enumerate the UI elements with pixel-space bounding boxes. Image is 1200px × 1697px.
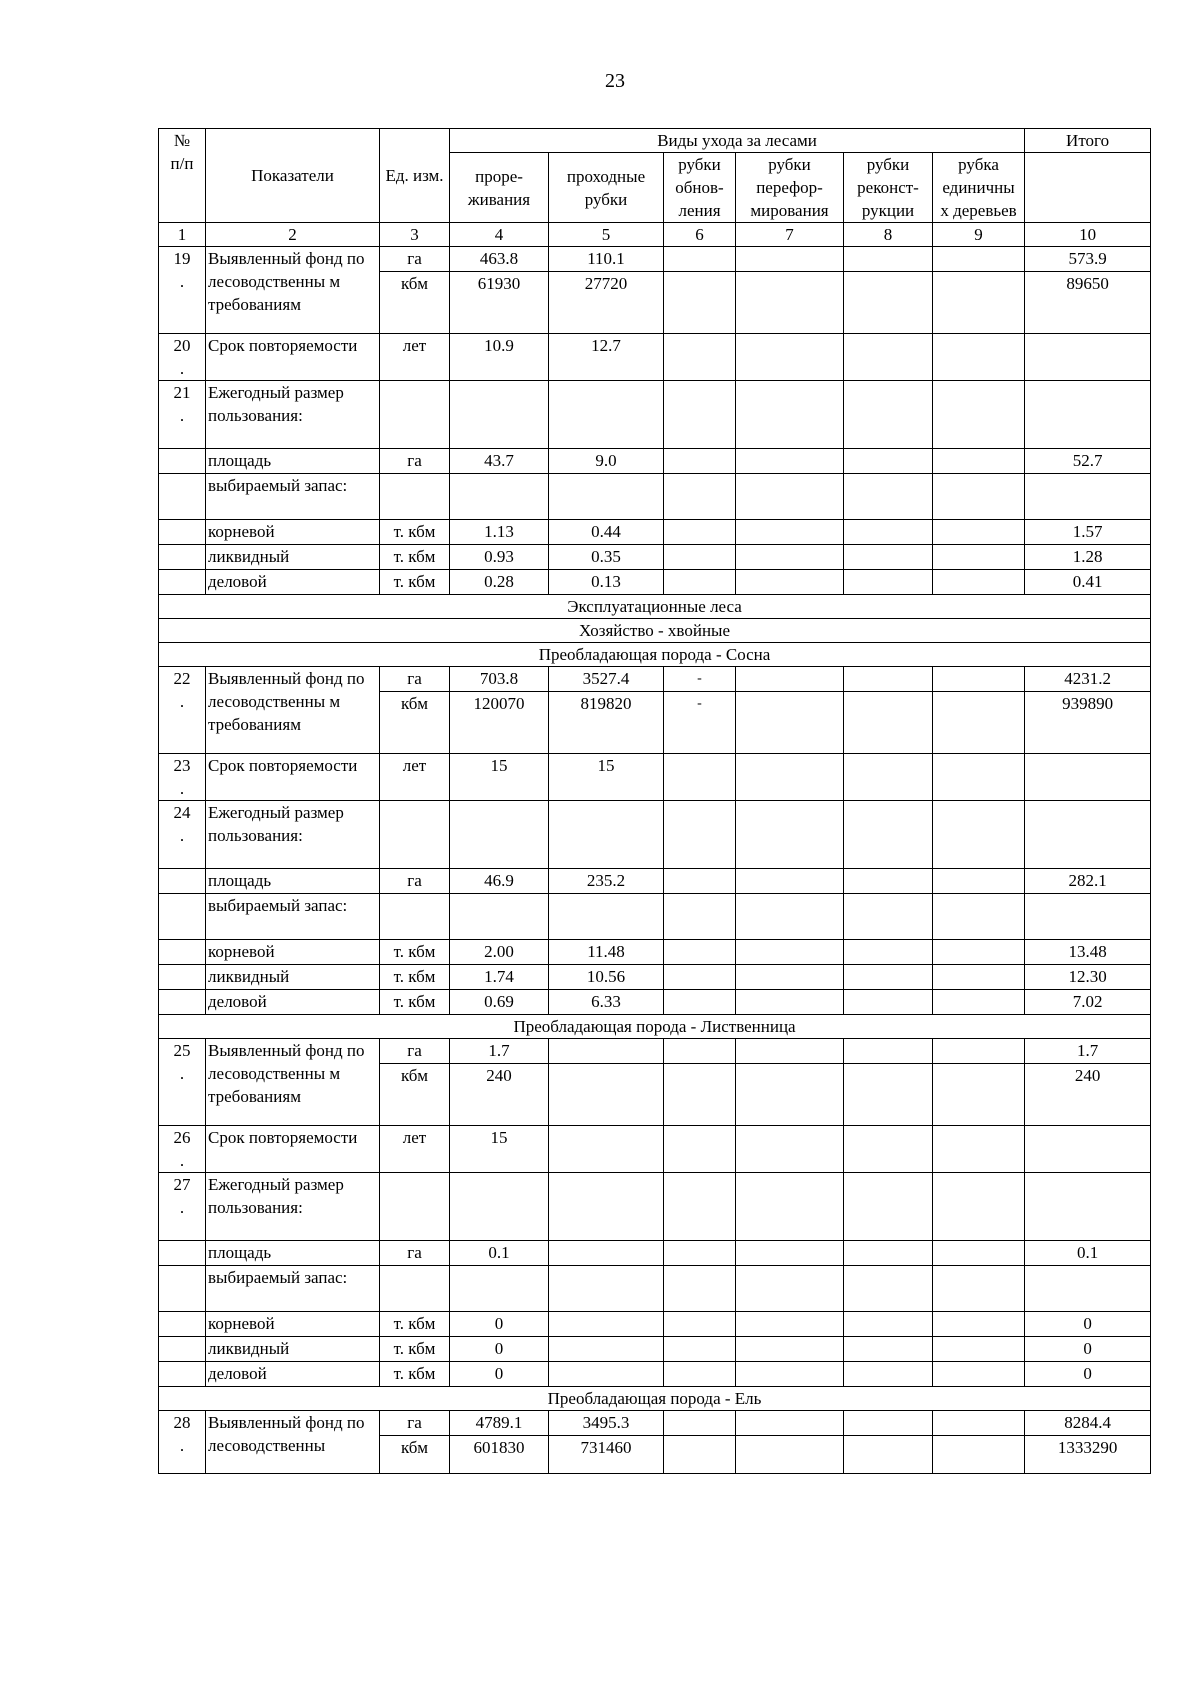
table-row: [159, 381, 1151, 449]
total-cell: 1.7: [1025, 1039, 1151, 1064]
indicator-label: площадь: [206, 449, 380, 474]
total-cell: 240: [1025, 1064, 1151, 1126]
table-row: [159, 247, 1151, 272]
value-cell: 3495.3: [549, 1411, 664, 1436]
unit-cell: лет: [380, 754, 450, 801]
indicator-label: Срок повторяемости: [206, 1126, 380, 1173]
value-cell: 240: [450, 1064, 549, 1126]
indicator-label: деловой: [206, 1362, 380, 1387]
value-cell: 1.7: [450, 1039, 549, 1064]
indicator-label: Выявленный фонд по лесоводственны м требованиям: [206, 247, 380, 334]
value-cell: 12.7: [549, 334, 664, 381]
unit-cell: кбм: [380, 692, 450, 754]
table-row: [159, 990, 1151, 1015]
value-cell: 731460: [549, 1436, 664, 1474]
total-cell: 89650: [1025, 272, 1151, 334]
table-row: [159, 965, 1151, 990]
value-cell: 15: [450, 1126, 549, 1173]
row-number: 25 .: [159, 1039, 206, 1126]
value-cell: 0.28: [450, 570, 549, 595]
value-cell: 46.9: [450, 869, 549, 894]
section-row: [159, 595, 1151, 619]
section-title: Преобладающая порода - Сосна: [159, 643, 1151, 667]
section-row: [159, 643, 1151, 667]
table-row: [159, 1173, 1151, 1241]
section-title: Хозяйство - хвойные: [159, 619, 1151, 643]
section-title: Эксплуатационные леса: [159, 595, 1151, 619]
value-cell: 0: [450, 1362, 549, 1387]
index-cell: 7: [736, 223, 844, 247]
unit-cell: лет: [380, 1126, 450, 1173]
unit-cell: т. кбм: [380, 1362, 450, 1387]
unit-cell: т. кбм: [380, 520, 450, 545]
value-cell: 6.33: [549, 990, 664, 1015]
index-cell: 8: [844, 223, 933, 247]
value-cell: 61930: [450, 272, 549, 334]
total-cell: 4231.2: [1025, 667, 1151, 692]
total-cell: 0.41: [1025, 570, 1151, 595]
value-cell: 0.69: [450, 990, 549, 1015]
value-cell: 11.48: [549, 940, 664, 965]
indicator-label: Срок повторяемости: [206, 754, 380, 801]
indicator-label: площадь: [206, 869, 380, 894]
index-row: [159, 223, 1151, 247]
unit-cell: га: [380, 247, 450, 272]
index-cell: 5: [549, 223, 664, 247]
row-number: 27 .: [159, 1173, 206, 1241]
index-cell: 9: [933, 223, 1025, 247]
value-cell: 0.13: [549, 570, 664, 595]
unit-cell: га: [380, 1411, 450, 1436]
value-cell: -: [664, 692, 736, 754]
unit-cell: кбм: [380, 1064, 450, 1126]
row-number: 24 .: [159, 801, 206, 869]
unit-cell: га: [380, 869, 450, 894]
row-number: 26 .: [159, 1126, 206, 1173]
value-cell: 4789.1: [450, 1411, 549, 1436]
table-row: [159, 474, 1151, 520]
unit-cell: т. кбм: [380, 1337, 450, 1362]
indicator-label: корневой: [206, 520, 380, 545]
value-cell: 0: [450, 1337, 549, 1362]
header-total: Итого: [1025, 129, 1151, 153]
table-row: [159, 545, 1151, 570]
indicator-label: Выявленный фонд по лесоводственны: [206, 1411, 380, 1474]
table-row: [159, 570, 1151, 595]
index-cell: 1: [159, 223, 206, 247]
header-type-6: рубка единичны х деревьев: [933, 153, 1025, 223]
value-cell: 120070: [450, 692, 549, 754]
value-cell: 0.1: [450, 1241, 549, 1266]
value-cell: 0: [450, 1312, 549, 1337]
unit-cell: га: [380, 449, 450, 474]
unit-cell: т. кбм: [380, 940, 450, 965]
indicator-label: ликвидный: [206, 545, 380, 570]
value-cell: 0.93: [450, 545, 549, 570]
value-cell: 601830: [450, 1436, 549, 1474]
table-row: [159, 449, 1151, 474]
total-cell: 573.9: [1025, 247, 1151, 272]
indicator-label: ликвидный: [206, 965, 380, 990]
section-title: Преобладающая порода - Ель: [159, 1387, 1151, 1411]
value-cell: 463.8: [450, 247, 549, 272]
unit-cell: лет: [380, 334, 450, 381]
row-number: 23 .: [159, 754, 206, 801]
index-cell: 2: [206, 223, 380, 247]
indicator-label: Выявленный фонд по лесоводственны м требованиям: [206, 1039, 380, 1126]
index-cell: 6: [664, 223, 736, 247]
section-title: Преобладающая порода - Лиственница: [159, 1015, 1151, 1039]
header-unit: Ед. изм.: [380, 129, 450, 223]
indicator-label: Ежегодный размер пользования:: [206, 801, 380, 869]
unit-cell: т. кбм: [380, 990, 450, 1015]
total-cell: 0: [1025, 1362, 1151, 1387]
indicator-label: корневой: [206, 940, 380, 965]
index-cell: 10: [1025, 223, 1151, 247]
row-number: 19 .: [159, 247, 206, 334]
value-cell: 0.35: [549, 545, 664, 570]
total-cell: 13.48: [1025, 940, 1151, 965]
table-row: [159, 1411, 1151, 1436]
total-cell: 7.02: [1025, 990, 1151, 1015]
unit-cell: га: [380, 1039, 450, 1064]
indicator-label: Выявленный фонд по лесоводственны м требованиям: [206, 667, 380, 754]
section-row: [159, 1015, 1151, 1039]
unit-cell: т. кбм: [380, 1312, 450, 1337]
value-cell: 43.7: [450, 449, 549, 474]
indicator-label: выбираемый запас:: [206, 894, 380, 940]
table-row: [159, 667, 1151, 692]
header-row-1: [159, 129, 1151, 153]
unit-cell: кбм: [380, 1436, 450, 1474]
value-cell: -: [664, 667, 736, 692]
value-cell: 27720: [549, 272, 664, 334]
value-cell: 1.13: [450, 520, 549, 545]
header-type-3: рубки обнов- ления: [664, 153, 736, 223]
value-cell: 2.00: [450, 940, 549, 965]
table-row: [159, 1362, 1151, 1387]
section-row: [159, 1387, 1151, 1411]
unit-cell: т. кбм: [380, 545, 450, 570]
table-row: [159, 940, 1151, 965]
indicator-label: выбираемый запас:: [206, 1266, 380, 1312]
value-cell: 819820: [549, 692, 664, 754]
row-number: 22 .: [159, 667, 206, 754]
table-row: [159, 894, 1151, 940]
value-cell: 15: [549, 754, 664, 801]
indicator-label: площадь: [206, 1241, 380, 1266]
header-indicators: Показатели: [206, 129, 380, 223]
row-number: 28 .: [159, 1411, 206, 1474]
total-cell: 1333290: [1025, 1436, 1151, 1474]
total-cell: 282.1: [1025, 869, 1151, 894]
table-row: [159, 1337, 1151, 1362]
unit-cell: кбм: [380, 272, 450, 334]
unit-cell: га: [380, 667, 450, 692]
indicator-label: Ежегодный размер пользования:: [206, 1173, 380, 1241]
header-type-4: рубки перефор- мирования: [736, 153, 844, 223]
total-cell: 0: [1025, 1337, 1151, 1362]
total-cell: 0.1: [1025, 1241, 1151, 1266]
row-number: 21 .: [159, 381, 206, 449]
header-total-empty: [1025, 153, 1151, 223]
total-cell: 939890: [1025, 692, 1151, 754]
table-row: [159, 1039, 1151, 1064]
indicator-label: ликвидный: [206, 1337, 380, 1362]
header-type-5: рубки реконст- рукции: [844, 153, 933, 223]
section-row: [159, 619, 1151, 643]
value-cell: 703.8: [450, 667, 549, 692]
unit-cell: т. кбм: [380, 965, 450, 990]
table-row: [159, 1241, 1151, 1266]
total-cell: 0: [1025, 1312, 1151, 1337]
table-row: [159, 869, 1151, 894]
indicator-label: выбираемый запас:: [206, 474, 380, 520]
table-row: [159, 754, 1151, 801]
indicator-label: деловой: [206, 570, 380, 595]
indicator-label: Срок повторяемости: [206, 334, 380, 381]
indicator-label: корневой: [206, 1312, 380, 1337]
forest-care-table: [158, 128, 1151, 1474]
value-cell: 9.0: [549, 449, 664, 474]
total-cell: 12.30: [1025, 965, 1151, 990]
header-care-types: Виды ухода за лесами: [450, 129, 1025, 153]
value-cell: 10.9: [450, 334, 549, 381]
total-cell: 52.7: [1025, 449, 1151, 474]
value-cell: 1.74: [450, 965, 549, 990]
header-type-2: проходные рубки: [549, 153, 664, 223]
header-type-1: прорe- живания: [450, 153, 549, 223]
table-row: [159, 1266, 1151, 1312]
value-cell: 15: [450, 754, 549, 801]
table-row: [159, 1126, 1151, 1173]
value-cell: 0.44: [549, 520, 664, 545]
header-num: № п/п: [159, 129, 206, 223]
unit-cell: т. кбм: [380, 570, 450, 595]
page-number: 23: [605, 70, 625, 92]
value-cell: 110.1: [549, 247, 664, 272]
value-cell: 235.2: [549, 869, 664, 894]
indicator-label: Ежегодный размер пользования:: [206, 381, 380, 449]
indicator-label: деловой: [206, 990, 380, 1015]
index-cell: 4: [450, 223, 549, 247]
total-cell: 1.57: [1025, 520, 1151, 545]
index-cell: 3: [380, 223, 450, 247]
table-row: [159, 801, 1151, 869]
table-row: [159, 520, 1151, 545]
total-cell: 1.28: [1025, 545, 1151, 570]
table-row: [159, 334, 1151, 381]
row-number: 20 .: [159, 334, 206, 381]
value-cell: 10.56: [549, 965, 664, 990]
table-row: [159, 1312, 1151, 1337]
unit-cell: га: [380, 1241, 450, 1266]
total-cell: 8284.4: [1025, 1411, 1151, 1436]
value-cell: 3527.4: [549, 667, 664, 692]
